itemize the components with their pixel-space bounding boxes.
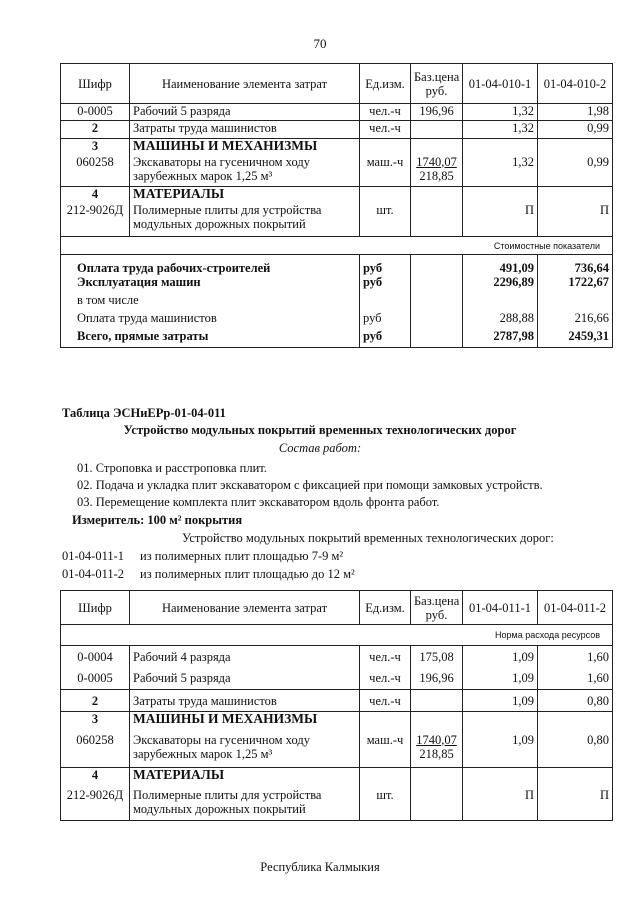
- code-cell: 0-0005: [61, 104, 130, 121]
- value-cell: 2787,98: [463, 329, 538, 348]
- price-cell: 196,96: [411, 104, 463, 121]
- value-cell: 2296,89: [463, 275, 538, 293]
- code-cell: 3: [61, 712, 130, 729]
- column-header: 01-04-010-1: [463, 64, 538, 104]
- unit-cell: руб: [360, 329, 411, 348]
- base-price-header: Баз.цена руб.: [411, 591, 463, 625]
- cost-name: Эксплуатация машин: [61, 275, 360, 293]
- code-cell: 2: [61, 121, 130, 139]
- value-cell: 1,60: [538, 668, 613, 690]
- code-cell: 060258: [61, 729, 130, 768]
- band-row: [61, 625, 613, 646]
- value-cell: 1,60: [538, 646, 613, 668]
- base-price-header: Баз.цена руб.: [411, 64, 463, 104]
- work-item: 03. Перемещение комплекта плит экскаватором вдоль фронта работ.: [77, 495, 440, 509]
- page-number: 70: [313, 36, 327, 51]
- value-cell: 0,99: [538, 121, 613, 139]
- value-cell: П: [463, 203, 538, 237]
- code-cell: 3: [61, 139, 130, 155]
- value-cell: 2459,31: [538, 329, 613, 348]
- unit-cell: чел.-ч: [360, 646, 411, 668]
- value-cell: 1,32: [463, 104, 538, 121]
- name-header: Наименование элемента затрат: [130, 64, 360, 104]
- code-cell: 4: [61, 768, 130, 785]
- value-cell: 0,99: [538, 155, 613, 187]
- table-row: [61, 104, 613, 121]
- table-header: [61, 64, 613, 104]
- section-title: МАТЕРИАЛЫ: [130, 768, 360, 785]
- code-cell: 212-9026Д: [61, 203, 130, 237]
- work-item: 02. Подача и укладка плит экскаватором с фиксацией при помощи замковых устройств.: [77, 478, 543, 492]
- code-header: Шифр: [61, 591, 130, 625]
- resource-table-1: [60, 63, 613, 348]
- column-header: 01-04-011-2: [538, 591, 613, 625]
- table-row: [61, 729, 613, 768]
- price-cell: 196,96: [411, 668, 463, 690]
- value-cell: 1,98: [538, 104, 613, 121]
- unit-cell: чел.-ч: [360, 690, 411, 712]
- table-row: [61, 121, 613, 139]
- band-row: [61, 237, 613, 255]
- price-cell: 175,08: [411, 646, 463, 668]
- value-cell: 491,09: [463, 255, 538, 275]
- value-cell: 1722,67: [538, 275, 613, 293]
- unit-cell: шт.: [360, 785, 411, 821]
- unit-cell: чел.-ч: [360, 121, 411, 139]
- name-cell: Рабочий 4 разряда: [130, 646, 360, 668]
- name-cell: Рабочий 5 разряда: [130, 104, 360, 121]
- section-row: [61, 139, 613, 155]
- unit-cell: руб: [360, 275, 411, 293]
- work-header: Состав работ:: [278, 441, 362, 455]
- name-header: Наименование элемента затрат: [130, 591, 360, 625]
- price-cell: 1740,07 218,85: [411, 155, 463, 187]
- column-header: 01-04-010-2: [538, 64, 613, 104]
- code-cell: 212-9026Д: [61, 785, 130, 821]
- variant-code: 01-04-011-1: [62, 549, 125, 563]
- price-cell: 1740,07 218,85: [411, 729, 463, 768]
- variant-text: из полимерных плит площадью до 12 м²: [140, 567, 355, 581]
- section-row: [61, 187, 613, 203]
- section-row: [61, 768, 613, 785]
- value-cell: 216,66: [538, 311, 613, 329]
- section-title: МАШИНЫ И МЕХАНИЗМЫ: [130, 712, 360, 729]
- cost-row: [61, 275, 613, 293]
- cost-name: Оплата труда машинистов: [61, 311, 360, 329]
- value-cell: 1,09: [463, 646, 538, 668]
- name-cell: Затраты труда машинистов: [130, 121, 360, 139]
- unit-cell: руб: [360, 311, 411, 329]
- cost-row: [61, 255, 613, 275]
- price-cell: [411, 121, 463, 139]
- section-title: МАШИНЫ И МЕХАНИЗМЫ: [130, 139, 360, 155]
- value-cell: 736,64: [538, 255, 613, 275]
- name-cell: Экскаваторы на гусеничном ходу зарубежных марок 1,25 м³: [130, 729, 360, 768]
- cost-name: Оплата труда рабочих-строителей: [61, 255, 360, 275]
- footer-region: Республика Калмыкия: [260, 860, 380, 874]
- cost-row: [61, 329, 613, 348]
- value-cell: 1,09: [463, 690, 538, 712]
- variant-code: 01-04-011-2: [62, 567, 125, 581]
- variants-description: Устройство модульных покрытий временных технологических дорог:: [182, 531, 554, 545]
- unit-header: Ед.изм.: [360, 64, 411, 104]
- cost-name: в том числе: [61, 293, 360, 311]
- band-label: Норма расхода ресурсов: [61, 625, 613, 646]
- cost-name: Всего, прямые затраты: [61, 329, 360, 348]
- code-header: Шифр: [61, 64, 130, 104]
- value-cell: 1,32: [463, 121, 538, 139]
- table-row: [61, 646, 613, 668]
- unit-cell: шт.: [360, 203, 411, 237]
- variant-text: из полимерных плит площадью 7-9 м²: [140, 549, 344, 563]
- code-cell: 2: [61, 690, 130, 712]
- unit-cell: чел.-ч: [360, 668, 411, 690]
- code-cell: 0-0005: [61, 668, 130, 690]
- section-row: [61, 712, 613, 729]
- table-row: [61, 155, 613, 187]
- unit-header: Ед.изм.: [360, 591, 411, 625]
- name-cell: Полимерные плиты для устройства модульных дорожных покрытий: [130, 203, 360, 237]
- name-cell: Полимерные плиты для устройства модульных дорожных покрытий: [130, 785, 360, 821]
- value-cell: 0,80: [538, 690, 613, 712]
- column-header: 01-04-011-1: [463, 591, 538, 625]
- value-cell: П: [463, 785, 538, 821]
- value-cell: П: [538, 203, 613, 237]
- unit-cell: чел.-ч: [360, 104, 411, 121]
- unit-cell: маш.-ч: [360, 729, 411, 768]
- name-cell: Экскаваторы на гусеничном ходу зарубежных марок 1,25 м³: [130, 155, 360, 187]
- section-title: МАТЕРИАЛЫ: [130, 187, 360, 203]
- cost-row: [61, 293, 613, 311]
- band-label: Стоимостные показатели: [61, 237, 613, 255]
- cost-row: [61, 311, 613, 329]
- table-header: [61, 591, 613, 625]
- value-cell: П: [538, 785, 613, 821]
- meter-label: Измеритель: 100 м² покрытия: [72, 513, 243, 527]
- value-cell: 0,80: [538, 729, 613, 768]
- name-cell: Рабочий 5 разряда: [130, 668, 360, 690]
- code-cell: 0-0004: [61, 646, 130, 668]
- table-label: Таблица ЭСНиЕРр-01-04-011: [62, 406, 226, 420]
- resource-table-2: [60, 590, 613, 821]
- table-row: [61, 690, 613, 712]
- value-cell: 1,09: [463, 668, 538, 690]
- code-cell: 4: [61, 187, 130, 203]
- value-cell: 1,32: [463, 155, 538, 187]
- table-row: [61, 668, 613, 690]
- value-cell: 288,88: [463, 311, 538, 329]
- value-cell: 1,09: [463, 729, 538, 768]
- name-cell: Затраты труда машинистов: [130, 690, 360, 712]
- section-title: Устройство модульных покрытий временных технологических дорог: [123, 423, 517, 437]
- work-item: 01. Строповка и расстроповка плит.: [77, 461, 267, 475]
- unit-cell: маш.-ч: [360, 155, 411, 187]
- unit-cell: руб: [360, 255, 411, 275]
- table-row: [61, 785, 613, 821]
- code-cell: 060258: [61, 155, 130, 187]
- table-row: [61, 203, 613, 237]
